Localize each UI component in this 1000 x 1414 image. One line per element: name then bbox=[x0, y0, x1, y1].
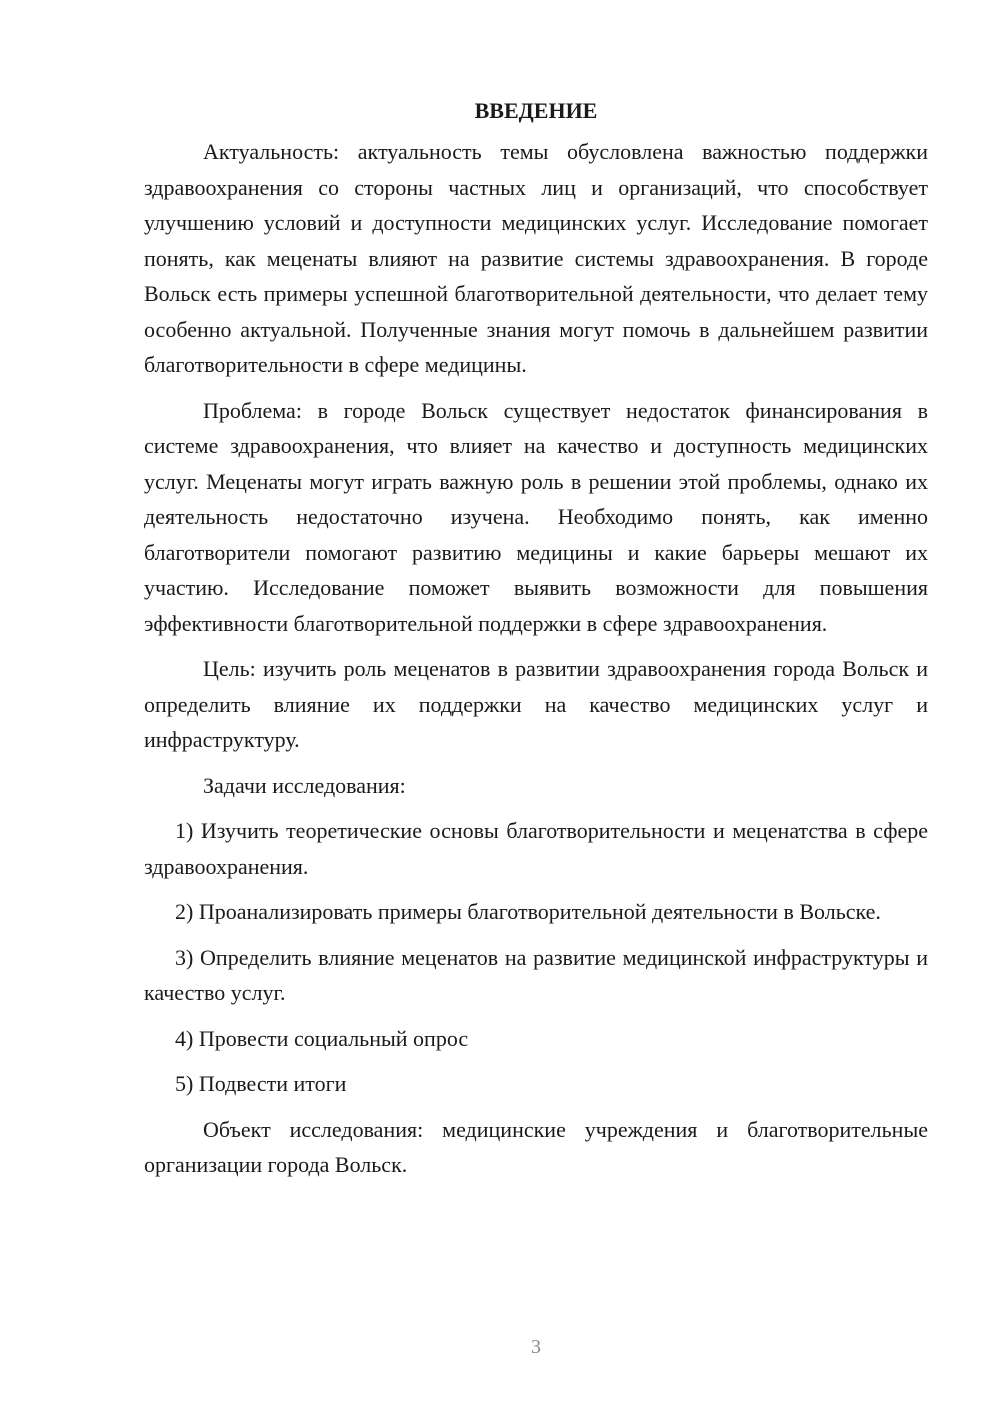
problem-paragraph: Проблема: в городе Вольск существует недостаток финансирования в системе здравоохранения, что влияет на качество и доступность медицинских услуг. Меценаты могут играть важную роль в решении этой проблемы, однако их деятельность недостаточно изучена. Необходимо понять, как именно благотворители помогают развитию медицины и какие барьеры мешают их участию. Исследование поможет выявить возможности для повышения эффективности благотворительной поддержки в сфере здравоохранения. bbox=[144, 397, 928, 636]
task-item-2: 2) Проанализировать примеры благотворительной деятельности в Вольске. bbox=[175, 899, 881, 924]
task-item-1: 1) Изучить теоретические основы благотворительности и меценатства в сфере здравоохранения. bbox=[144, 818, 928, 879]
task-item-4: 4) Провести социальный опрос bbox=[175, 1025, 469, 1051]
page-number: 3 bbox=[531, 1336, 541, 1358]
object-paragraph: Объект исследования: медицинские учреждения и благотворительные организации города Вольск. bbox=[144, 1116, 928, 1177]
tasks-heading: Задачи исследования: bbox=[203, 772, 406, 798]
task-item-3: 3) Определить влияние меценатов на развитие медицинской инфраструктуры и качество услуг. bbox=[144, 944, 928, 1005]
goal-paragraph: Цель: изучить роль меценатов в развитии здравоохранения города Вольск и определить влияние их поддержки на качество медицинских услуг и инфраструктуру. bbox=[144, 656, 928, 752]
task-item-5: 5) Подвести итоги bbox=[175, 1071, 347, 1096]
page-title: ВВЕДЕНИЕ bbox=[474, 98, 598, 123]
page-content bbox=[144, 94, 928, 1193]
relevance-paragraph: Актуальность: актуальность темы обусловлена важностью поддержки здравоохранения со стороны частных лиц и организаций, что способствует улучшению условий и доступности медицинских услуг. Исследование помогает понять, как меценаты влияют на развитие системы здравоохранения. В городе Вольск есть примеры успешной благотворительной деятельности, что делает тему особенно актуальной. Полученные знания могут помочь в дальнейшем развитии благотворительности в сфере медицины. bbox=[144, 139, 928, 377]
